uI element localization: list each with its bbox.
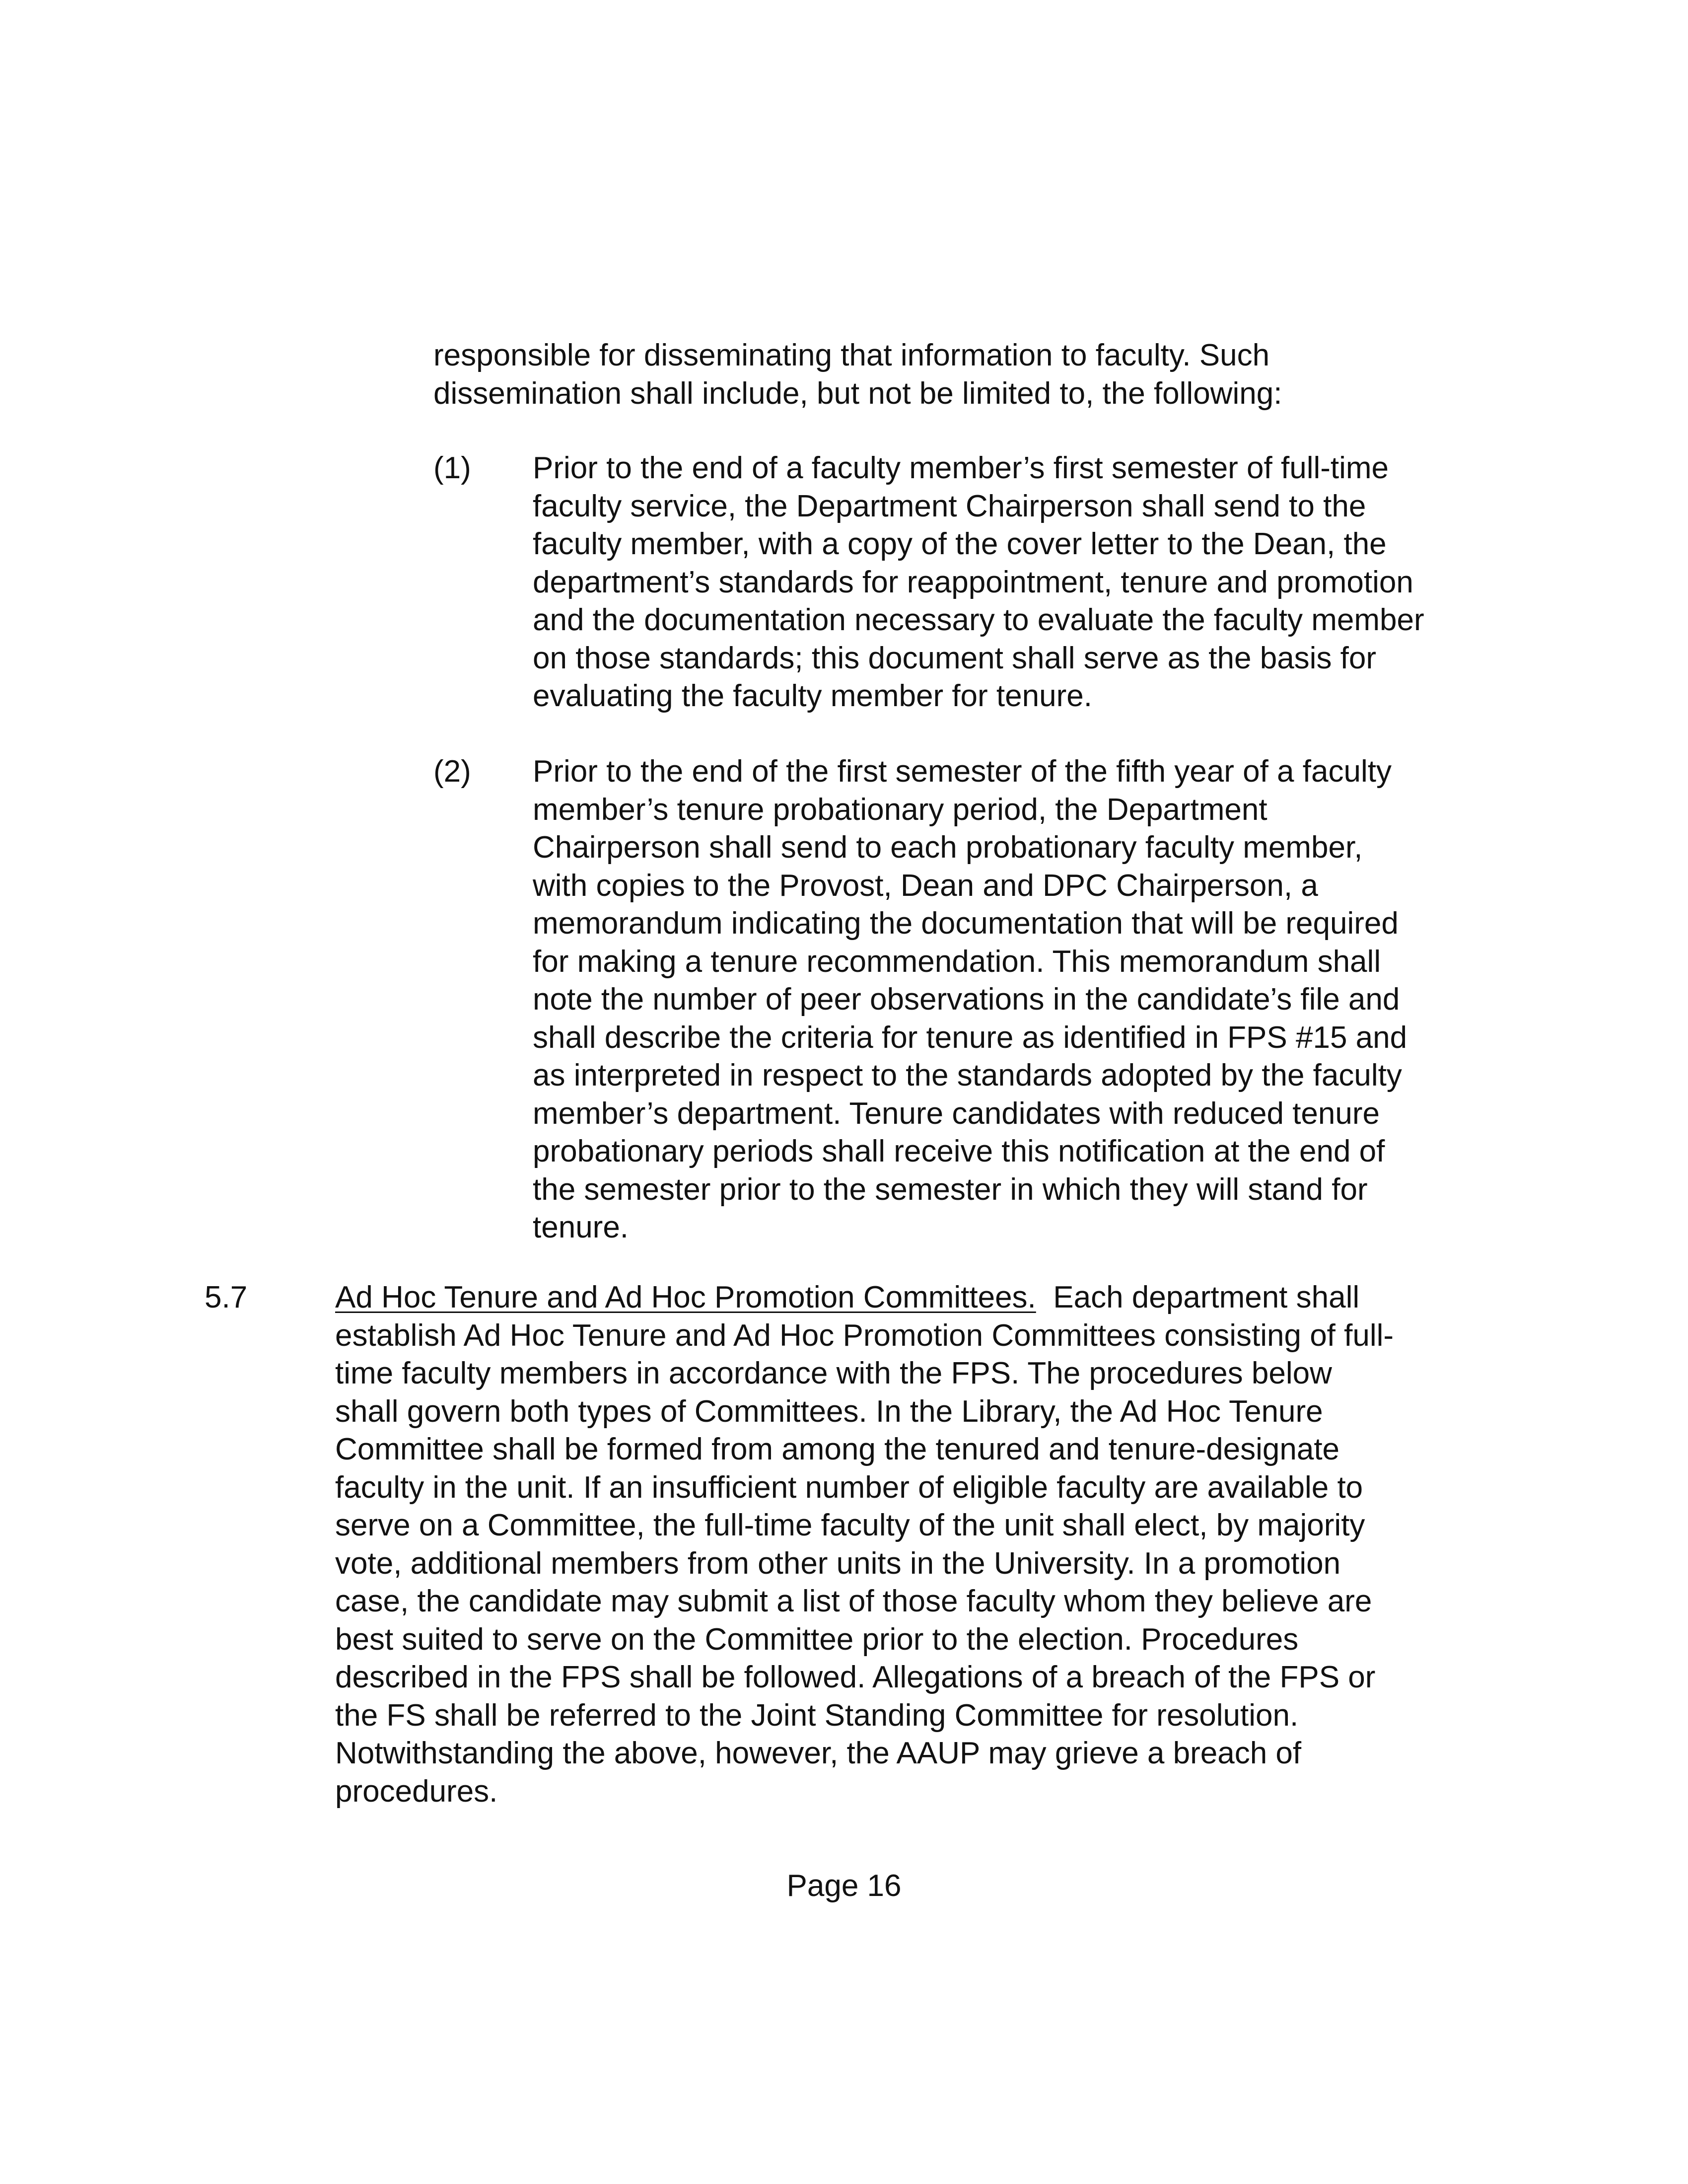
- section-line: faculty in the unit. If an insufficient number of eligible faculty are available to: [335, 1470, 1363, 1505]
- section-line: shall govern both types of Committees. In the Library, the Ad Hoc Tenure: [335, 1394, 1323, 1429]
- item-2-line: member’s tenure probationary period, the Department: [533, 792, 1267, 827]
- item-number: (1): [433, 451, 471, 485]
- item-1-line: Prior to the end of a faculty member’s first semester of full-time: [533, 451, 1389, 485]
- item-2-line: probationary periods shall receive this notification at the end of: [533, 1134, 1385, 1168]
- item-1-line: faculty member, with a copy of the cover letter to the Dean, the: [533, 527, 1387, 561]
- item-2-line: Prior to the end of the first semester of the fifth year of a faculty: [533, 754, 1392, 789]
- section-first-line-rest: Each department shall: [1036, 1280, 1360, 1314]
- item-2-paragraph: [533, 753, 1407, 1247]
- page-number: Page 16: [786, 1869, 902, 1903]
- section-line: case, the candidate may submit a list of those faculty whom they believe are: [335, 1584, 1372, 1618]
- item-1-line: faculty service, the Department Chairperson shall send to the: [533, 489, 1366, 523]
- section-5-7-paragraph: [335, 1279, 1394, 1811]
- item-number: (2): [433, 754, 471, 789]
- item-1-paragraph: [533, 449, 1424, 716]
- section-line: the FS shall be referred to the Joint Standing Committee for resolution.: [335, 1698, 1299, 1733]
- intro-line: responsible for disseminating that information to faculty. Such: [433, 338, 1270, 372]
- item-2-line: the semester prior to the semester in which they will stand for: [533, 1172, 1368, 1207]
- item-1-line: evaluating the faculty member for tenure.: [533, 679, 1092, 713]
- item-1-line: department’s standards for reappointment, tenure and promotion: [533, 565, 1413, 599]
- section-heading: Ad Hoc Tenure and Ad Hoc Promotion Committees.: [335, 1280, 1036, 1314]
- section-line: procedures.: [335, 1774, 498, 1809]
- section-line: best suited to serve on the Committee prior to the election. Procedures: [335, 1622, 1299, 1657]
- section-line: Committee shall be formed from among the tenured and tenure-designate: [335, 1432, 1340, 1466]
- section-line: time faculty members in accordance with the FPS. The procedures below: [335, 1356, 1332, 1390]
- item-2-line: shall describe the criteria for tenure as identified in FPS #15 and: [533, 1020, 1407, 1055]
- item-2-line: with copies to the Provost, Dean and DPC Chairperson, a: [533, 868, 1318, 903]
- item-1-line: on those standards; this document shall serve as the basis for: [533, 641, 1377, 675]
- intro-paragraph: [433, 337, 1282, 413]
- item-2-line: member’s department. Tenure candidates with reduced tenure: [533, 1096, 1380, 1131]
- item-2-line: memorandum indicating the documentation that will be required: [533, 906, 1399, 941]
- section-line: vote, additional members from other units in the University. In a promotion: [335, 1546, 1341, 1581]
- section-line: establish Ad Hoc Tenure and Ad Hoc Promotion Committees consisting of full-: [335, 1318, 1394, 1353]
- intro-line: dissemination shall include, but not be limited to, the following:: [433, 376, 1282, 411]
- section-line: serve on a Committee, the full-time faculty of the unit shall elect, by majority: [335, 1508, 1365, 1542]
- item-2-line: tenure.: [533, 1210, 629, 1244]
- item-2-line: note the number of peer observations in the candidate’s file and: [533, 982, 1400, 1017]
- section-first-line: [335, 1279, 1394, 1317]
- section-line: Notwithstanding the above, however, the AAUP may grieve a breach of: [335, 1736, 1302, 1770]
- section-number: 5.7: [205, 1280, 248, 1314]
- item-2-line: as interpreted in respect to the standards adopted by the faculty: [533, 1058, 1402, 1092]
- section-line: described in the FPS shall be followed. Allegations of a breach of the FPS or: [335, 1660, 1376, 1694]
- item-2-line: for making a tenure recommendation. This memorandum shall: [533, 944, 1381, 979]
- item-1-line: and the documentation necessary to evaluate the faculty member: [533, 603, 1424, 637]
- item-2-line: Chairperson shall send to each probationary faculty member,: [533, 830, 1363, 865]
